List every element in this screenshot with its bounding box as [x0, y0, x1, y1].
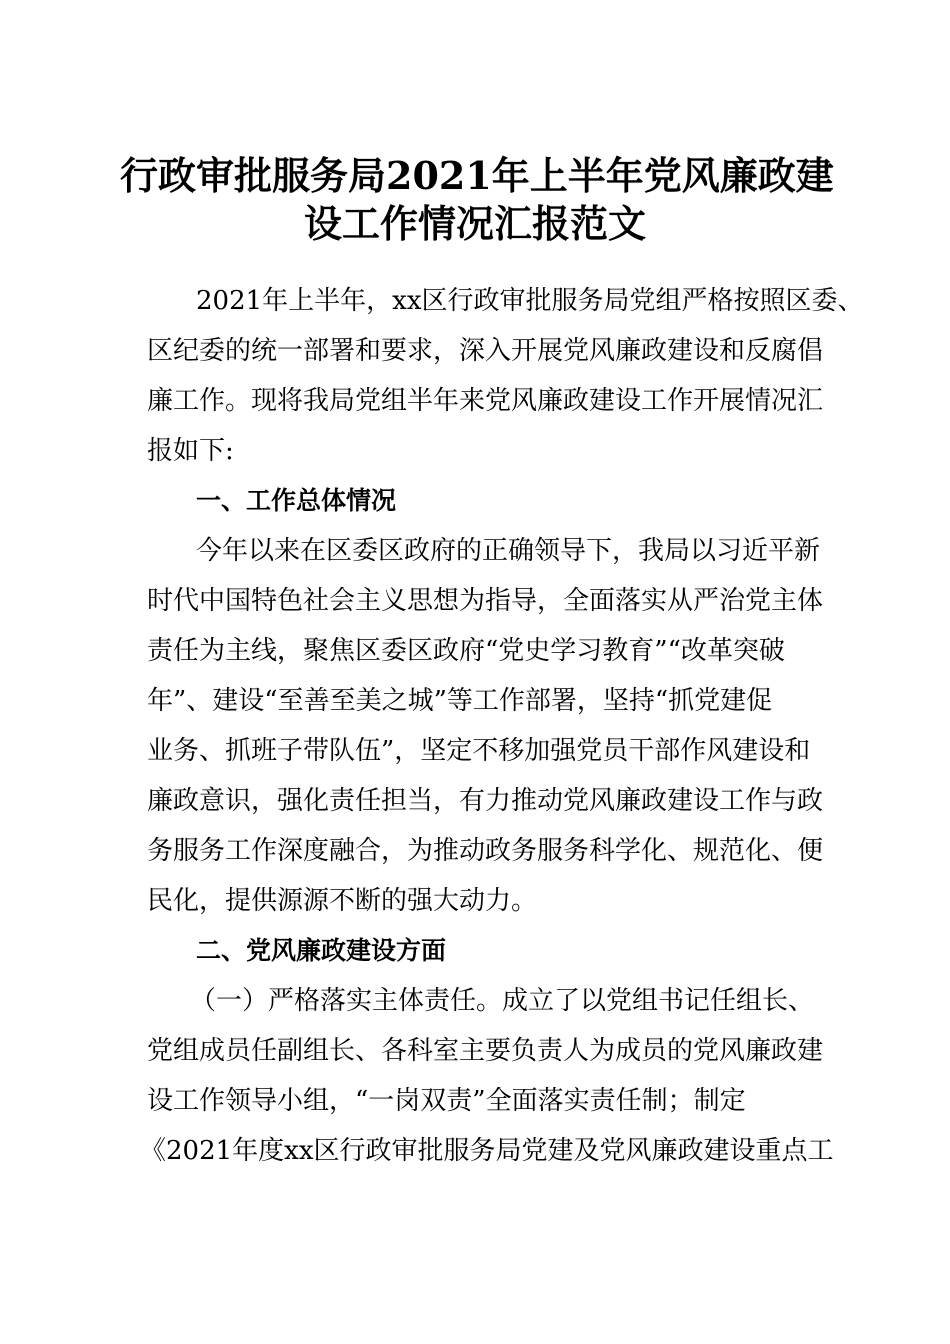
paragraph-line: 年”、建设“至善至美之城”等工作部署，坚持“抓党建促 [147, 686, 773, 716]
paragraph-line: 责任为主线，聚焦区委区政府“党史学习教育”“改革突破 [147, 636, 785, 666]
document-title-line-1: 行政审批服务局2021年上半年党风廉政建 [120, 153, 834, 198]
paragraph-line: （一）严格落实主体责任。成立了以党组书记任组长、 [190, 986, 815, 1016]
paragraph-line: 民化，提供源源不断的强大动力。 [147, 886, 538, 916]
paragraph-line: 设工作领导小组，“一岗双责”全面落实责任制；制定 [147, 1086, 746, 1116]
section-heading-1: 一、工作总体情况 [196, 486, 397, 515]
paragraph-line: 今年以来在区委区政府的正确领导下，我局以习近平新 [196, 536, 821, 566]
paragraph-line: 务服务工作深度融合，为推动政务服务科学化、规范化、便 [147, 836, 824, 866]
paragraph-line: 党组成员任副组长、各科室主要负责人为成员的党风廉政建 [147, 1036, 824, 1066]
paragraph-line: 区纪委的统一部署和要求，深入开展党风廉政建设和反腐倡 [147, 336, 824, 366]
document-title-line-2: 设工作情况汇报范文 [303, 201, 646, 246]
paragraph-line: 《2021年度xx区行政审批服务局党建及党风廉政建设重点工 [140, 1136, 834, 1166]
section-heading-2: 二、党风廉政建设方面 [196, 936, 447, 965]
paragraph-line: 廉工作。现将我局党组半年来党风廉政建设工作开展情况汇 [147, 386, 824, 416]
paragraph-line: 报如下: [147, 436, 234, 466]
paragraph-line: 时代中国特色社会主义思想为指导，全面落实从严治党主体 [147, 586, 824, 616]
paragraph-line: 廉政意识，强化责任担当，有力推动党风廉政建设工作与政 [147, 786, 824, 816]
paragraph-line: 2021年上半年，xx区行政审批服务局党组严格按照区委、 [196, 286, 864, 316]
paragraph-line: 业务、抓班子带队伍”，坚定不移加强党员干部作风建设和 [147, 736, 811, 766]
